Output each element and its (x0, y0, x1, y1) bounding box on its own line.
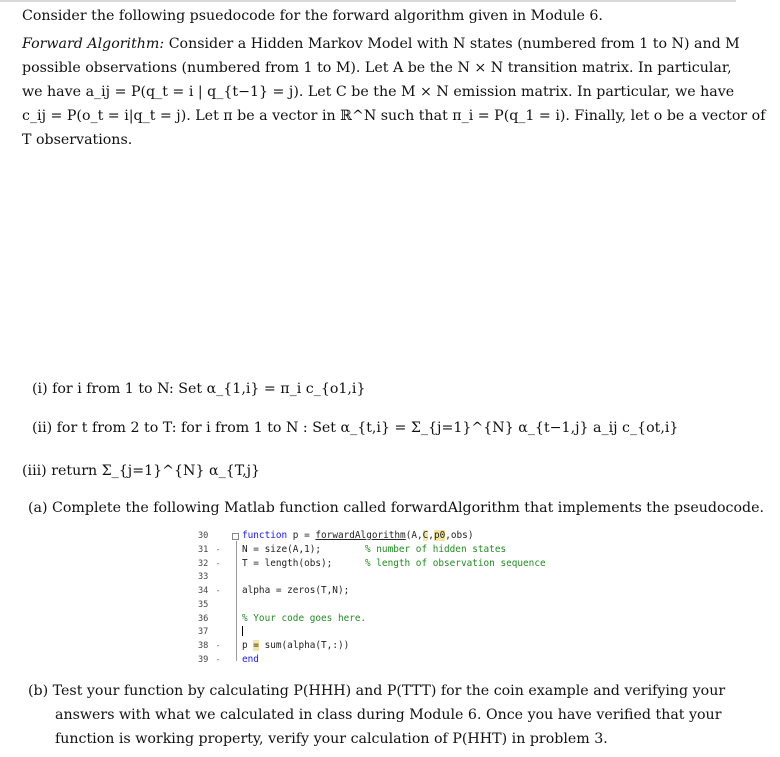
forward-line-4: c_ij = P(o_t = i|q_t = j). Let π be a vector in ℝ^N such that π_i = P(q_1 = i). Finally, let o be a vector of (22, 108, 766, 124)
line-number: 36 (198, 614, 209, 624)
step-i: (i) for i from 1 to N: Set α_{1,i} = π_i c_{o1,i} (32, 381, 366, 397)
top-divider (0, 0, 736, 2)
line-number: 34 - (198, 586, 221, 596)
forward-line-3: we have a_ij = P(q_t = i | q_{t−1} = j). Let C be the M × N emission matrix. In particular, we have (22, 84, 735, 100)
part-b-line-2: answers with what we calculated in class during Module 6. Once you have verified that your (55, 707, 722, 723)
part-b-line-1: (b) Test your function by calculating P(HHH) and P(TTT) for the coin example and verifying your (28, 683, 726, 699)
part-a-text: (a) Complete the following Matlab function called forwardAlgorithm that implements the pseudocode. (28, 500, 765, 516)
line-number: 33 (198, 572, 209, 582)
text-cursor (242, 626, 243, 636)
code-line-34[interactable]: alpha = zeros(T,N); (242, 585, 350, 596)
intro-text: Consider the following psuedocode for the forward algorithm given in Module 6. (22, 8, 603, 24)
code-line-36[interactable]: % Your code goes here. (242, 613, 367, 624)
step-ii: (ii) for t from 2 to T: for i from 1 to N : Set α_{t,i} = Σ_{j=1}^{N} α_{t−1,j} a_ij c_{ot,i} (32, 420, 679, 436)
line-number: 39 - (198, 655, 221, 665)
fold-guide (236, 541, 237, 661)
part-b-line-3: function is working property, verify your calculation of P(HHT) in problem 3. (55, 731, 608, 747)
code-line-37[interactable] (242, 626, 243, 638)
forward-line-5: T observations. (22, 132, 133, 148)
line-number: 31 - (198, 545, 221, 555)
line-number: 37 (198, 627, 209, 637)
forward-paragraph-line-1 (22, 32, 740, 56)
code-line-30[interactable]: function p = forwardAlgorithm(A,C,p0,obs) (242, 530, 474, 541)
code-line-31[interactable]: N = size(A,1); % number of hidden states (242, 544, 507, 555)
code-line-32[interactable]: T = length(obs); % length of observation sequence (242, 558, 546, 569)
step-iii: (iii) return Σ_{j=1}^{N} α_{T,j} (22, 463, 261, 479)
forward-line-1: Consider a Hidden Markov Model with N states (numbered from 1 to N) and M (168, 36, 740, 52)
line-number: 38 - (198, 641, 221, 651)
fold-icon[interactable] (232, 533, 239, 540)
code-line-38[interactable]: p = sum(alpha(T,:)) (242, 640, 350, 651)
forward-heading: Forward Algorithm: (22, 36, 165, 52)
forward-line-2: possible observations (numbered from 1 to M). Let A be the N × N transition matrix. In particular, (22, 60, 732, 76)
line-number: 35 (198, 600, 209, 610)
line-number: 30 (198, 531, 209, 541)
line-number: 32 - (198, 559, 221, 569)
code-line-39[interactable]: end (242, 654, 259, 665)
